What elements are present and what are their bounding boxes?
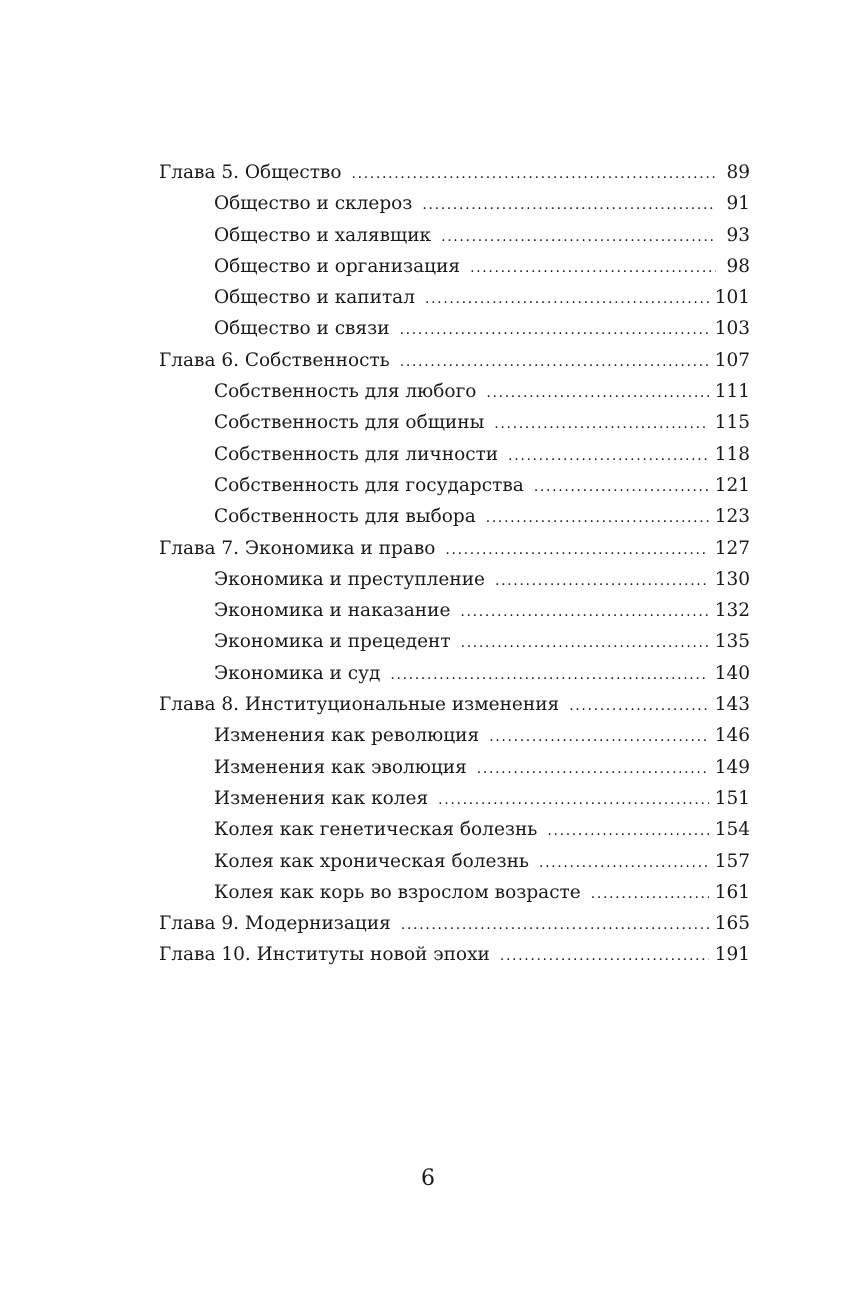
toc-leader-dots xyxy=(534,472,709,503)
toc-entry-page: 161 xyxy=(714,881,750,903)
toc-entry-page: 146 xyxy=(714,725,750,747)
toc-section-entry xyxy=(159,846,750,877)
toc-chapter-entry xyxy=(159,689,750,720)
table-of-contents xyxy=(159,157,750,971)
toc-leader-dots xyxy=(441,222,716,253)
toc-section-entry xyxy=(159,439,750,470)
toc-entry-page: 140 xyxy=(714,662,750,684)
toc-leader-dots xyxy=(569,691,708,722)
toc-leader-dots xyxy=(486,378,708,409)
toc-leader-dots xyxy=(591,879,709,910)
toc-leader-dots xyxy=(489,722,708,753)
toc-leader-dots xyxy=(401,910,709,941)
toc-chapter-entry xyxy=(159,345,750,376)
toc-section-entry xyxy=(159,720,750,751)
toc-chapter-entry xyxy=(159,533,750,564)
toc-leader-dots xyxy=(438,785,709,816)
toc-entry-title: Глава 8. Институциональные изменения xyxy=(159,694,560,716)
toc-section-entry xyxy=(159,564,750,595)
toc-entry-title: Глава 5. Общество xyxy=(159,162,342,183)
toc-leader-dots xyxy=(494,409,708,440)
toc-entry-page: 89 xyxy=(726,162,750,183)
toc-entry-page: 111 xyxy=(714,381,750,403)
toc-section-entry xyxy=(159,282,750,313)
toc-entry-page: 118 xyxy=(714,443,750,465)
toc-entry-page: 165 xyxy=(714,913,750,935)
toc-entry-title: Экономика и суд xyxy=(214,662,381,684)
toc-section-entry xyxy=(159,877,750,908)
toc-section-entry xyxy=(159,376,750,407)
toc-chapter-entry xyxy=(159,939,750,970)
toc-entry-title: Собственность для общины xyxy=(214,412,485,434)
toc-entry-page: 93 xyxy=(726,224,750,246)
toc-leader-dots xyxy=(390,660,708,691)
toc-entry-page: 191 xyxy=(714,944,750,966)
toc-leader-dots xyxy=(422,190,716,221)
toc-section-entry xyxy=(159,658,750,689)
toc-entry-page: 103 xyxy=(714,318,750,340)
toc-section-entry xyxy=(159,814,750,845)
toc-leader-dots xyxy=(495,566,709,597)
toc-leader-dots xyxy=(500,941,709,972)
toc-section-entry xyxy=(159,783,750,814)
toc-entry-page: 132 xyxy=(714,600,750,622)
toc-entry-page: 154 xyxy=(714,819,750,841)
toc-entry-title: Глава 10. Институты новой эпохи xyxy=(159,944,490,966)
toc-leader-dots xyxy=(547,816,708,847)
toc-entry-title: Собственность для государства xyxy=(214,474,524,496)
toc-leader-dots xyxy=(539,848,709,879)
toc-entry-title: Собственность для любого xyxy=(214,381,477,403)
toc-chapter-entry xyxy=(159,157,750,188)
toc-entry-title: Общество и организация xyxy=(214,255,461,277)
toc-section-entry xyxy=(159,188,750,219)
toc-entry-title: Экономика и наказание xyxy=(214,600,451,622)
toc-chapter-entry xyxy=(159,908,750,939)
toc-entry-title: Глава 6. Собственность xyxy=(159,349,390,371)
toc-entry-page: 143 xyxy=(714,694,750,716)
toc-entry-page: 157 xyxy=(714,850,750,872)
toc-entry-page: 151 xyxy=(714,787,750,809)
toc-entry-title: Глава 9. Модернизация xyxy=(159,913,391,935)
toc-entry-title: Глава 7. Экономика и право xyxy=(159,537,436,559)
toc-leader-dots xyxy=(508,441,709,472)
toc-entry-page: 107 xyxy=(714,349,750,371)
toc-leader-dots xyxy=(486,503,709,534)
toc-leader-dots xyxy=(445,535,708,566)
toc-entry-page: 127 xyxy=(714,537,750,559)
toc-section-entry xyxy=(159,251,750,282)
toc-leader-dots xyxy=(400,347,709,378)
toc-entry-title: Общество и халявщик xyxy=(214,224,432,246)
toc-entry-page: 101 xyxy=(714,287,750,309)
toc-section-entry xyxy=(159,595,750,626)
toc-section-entry xyxy=(159,220,750,251)
toc-leader-dots xyxy=(425,284,709,315)
toc-section-entry xyxy=(159,407,750,438)
toc-section-entry xyxy=(159,501,750,532)
toc-entry-page: 98 xyxy=(726,255,750,277)
toc-entry-title: Изменения как эволюция xyxy=(214,756,467,778)
toc-leader-dots xyxy=(400,315,709,346)
toc-entry-page: 123 xyxy=(714,506,750,528)
toc-entry-page: 91 xyxy=(726,193,750,215)
toc-entry-title: Собственность для выбора xyxy=(214,506,476,528)
toc-entry-title: Изменения как колея xyxy=(214,787,429,809)
toc-entry-title: Общество и капитал xyxy=(214,287,415,309)
page-number: 6 xyxy=(421,1166,435,1191)
toc-entry-page: 130 xyxy=(714,568,750,590)
toc-entry-page: 149 xyxy=(714,756,750,778)
toc-entry-page: 135 xyxy=(714,631,750,653)
toc-section-entry xyxy=(159,752,750,783)
toc-entry-page: 115 xyxy=(714,412,750,434)
toc-leader-dots xyxy=(352,159,717,190)
toc-leader-dots xyxy=(460,597,708,628)
toc-entry-title: Общество и связи xyxy=(214,318,390,340)
toc-entry-title: Собственность для личности xyxy=(214,443,499,465)
toc-entry-page: 121 xyxy=(714,474,750,496)
toc-entry-title: Экономика и прецедент xyxy=(214,631,451,653)
toc-entry-title: Общество и склероз xyxy=(214,193,413,215)
toc-leader-dots xyxy=(477,754,709,785)
toc-leader-dots xyxy=(461,628,709,659)
toc-entry-title: Экономика и преступление xyxy=(214,568,485,590)
toc-section-entry xyxy=(159,313,750,344)
toc-section-entry xyxy=(159,626,750,657)
toc-entry-title: Колея как генетическая болезнь xyxy=(214,819,538,841)
toc-entry-title: Изменения как революция xyxy=(214,725,480,747)
toc-section-entry xyxy=(159,470,750,501)
toc-entry-title: Колея как хроническая болезнь xyxy=(214,850,529,872)
toc-leader-dots xyxy=(470,253,716,284)
toc-entry-title: Колея как корь во взрослом возрасте xyxy=(214,881,581,903)
